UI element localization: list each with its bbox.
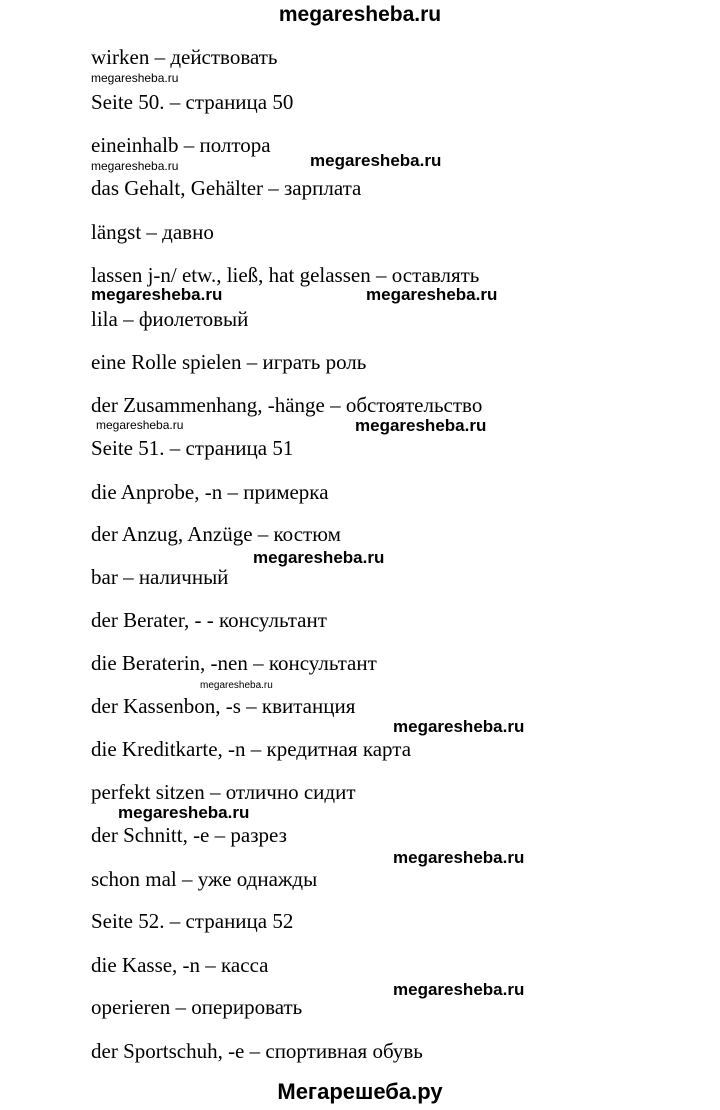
vocab-entry: der Kassenbon, -s – квитанция (91, 694, 356, 718)
watermark-text: megaresheba.ru (96, 418, 184, 432)
vocab-entry: der Schnitt, -e – разрез (91, 823, 287, 847)
vocab-entry: lila – фиолетовый (91, 307, 249, 331)
vocab-entry: der Sportschuh, -e – спортивная обувь (91, 1039, 423, 1063)
vocab-entry: der Zusammenhang, -hänge – обстоятельство (91, 393, 483, 417)
watermark-text: megaresheba.ru (91, 285, 223, 304)
watermark-text: megaresheba.ru (393, 848, 525, 867)
vocab-entry: schon mal – уже однажды (91, 867, 318, 891)
vocab-entry: operieren – оперировать (91, 995, 303, 1019)
watermark-text: megaresheba.ru (118, 803, 250, 822)
watermark-text: megaresheba.ru (355, 416, 487, 435)
vocab-entry: die Kasse, -n – касса (91, 953, 269, 977)
vocab-entry: bar – наличный (91, 565, 229, 589)
vocab-entry: die Beraterin, -nen – консультант (91, 651, 377, 675)
vocab-entry: Seite 51. – страница 51 (91, 436, 294, 460)
vocab-entry: eineinhalb – полтора (91, 133, 271, 157)
vocab-entry: lassen j-n/ etw., ließ, hat gelassen – оставлять (91, 263, 480, 287)
vocab-entry: Seite 52. – страница 52 (91, 909, 294, 933)
watermark-text: megaresheba.ru (253, 548, 385, 567)
watermark-text: megaresheba.ru (200, 680, 273, 691)
watermark-text: megaresheba.ru (91, 159, 179, 173)
watermark-text: megaresheba.ru (393, 717, 525, 736)
vocab-entry: der Anzug, Anzüge – костюм (91, 522, 341, 546)
vocab-entry: perfekt sitzen – отлично сидит (91, 780, 356, 804)
watermark-text: megaresheba.ru (366, 285, 498, 304)
vocab-entry: Seite 50. – страница 50 (91, 90, 294, 114)
watermark-text: megaresheba.ru (393, 980, 525, 999)
vocab-entry: längst – давно (91, 220, 214, 244)
vocab-entry: eine Rolle spielen – играть роль (91, 350, 367, 374)
vocab-entry: die Anprobe, -n – примерка (91, 480, 329, 504)
vocab-entry: wirken – действовать (91, 45, 278, 69)
watermark-text: megaresheba.ru (91, 71, 179, 85)
vocab-entry: der Berater, - - консультант (91, 608, 327, 632)
page-footer-site: Мегарешеба.ру (277, 1079, 443, 1104)
page-header-site: megaresheba.ru (278, 3, 442, 26)
vocab-entry: die Kreditkarte, -n – кредитная карта (91, 737, 412, 761)
vocab-entry: das Gehalt, Gehälter – зарплата (91, 176, 362, 200)
watermark-text: megaresheba.ru (310, 151, 442, 170)
